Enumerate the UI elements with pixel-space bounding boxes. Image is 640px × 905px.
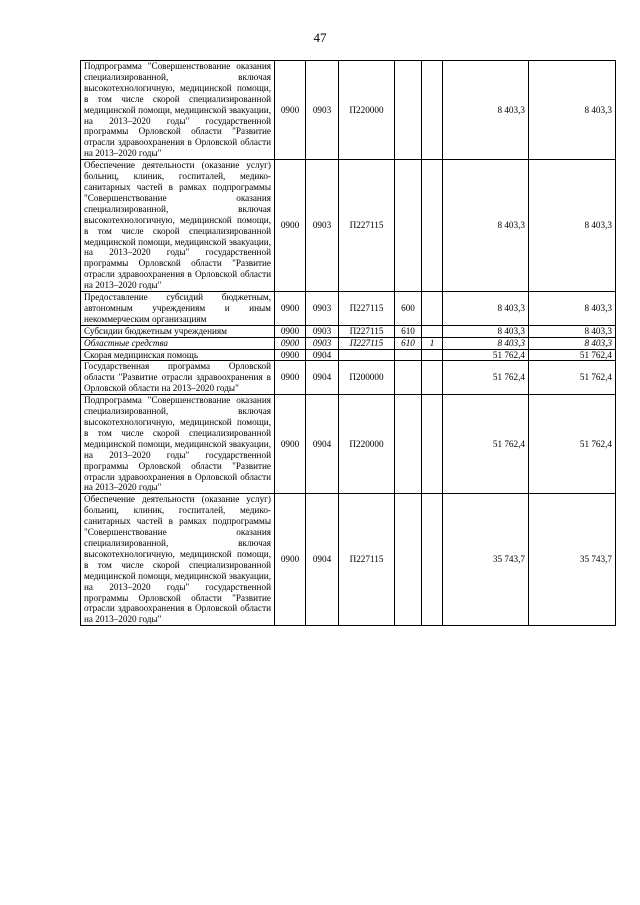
table-row [81,395,616,494]
row-name: Областные средства [81,337,275,349]
row-funding-source [422,160,443,292]
page-number: 47 [313,30,327,45]
row-target-item: П227115 [339,325,395,337]
row-amount-2: 51 762,4 [529,395,616,494]
row-expense-type: 600 [395,292,422,326]
row-amount-2: 51 762,4 [529,349,616,361]
row-funding-source [422,349,443,361]
row-amount-2: 8 403,3 [529,61,616,160]
row-amount-1: 35 743,7 [443,494,529,626]
table-row [81,494,616,626]
row-expense-type: 610 [395,325,422,337]
row-amount-1: 8 403,3 [443,337,529,349]
table-row [81,325,616,337]
row-name: Обеспечение деятельности (оказание услуг) больниц, клиник, госпиталей, медико-санитарных частей в рамках подпрограммы "Совершенствование оказания специализированной, включая высокотехнологичную, медицинской помощи, в том числе скорой специализированной медицинской помощи, медицинской эвакуации, на 2013–2020 годы" государственной программы Орловской области "Развитие отрасли здравоохранения в Орловской области на 2013–2020 годы" [81,160,275,292]
row-expense-type [395,349,422,361]
row-subsection: 0903 [306,292,339,326]
row-name: Скорая медицинская помощь [81,349,275,361]
row-funding-source [422,494,443,626]
row-subsection: 0903 [306,337,339,349]
row-section: 0900 [275,325,306,337]
row-expense-type [395,395,422,494]
table-row [81,292,616,326]
row-section: 0900 [275,337,306,349]
row-section: 0900 [275,349,306,361]
row-amount-1: 51 762,4 [443,395,529,494]
row-funding-source [422,395,443,494]
row-amount-2: 35 743,7 [529,494,616,626]
table-row [81,349,616,361]
row-section: 0900 [275,361,306,395]
row-amount-2: 51 762,4 [529,361,616,395]
row-expense-type [395,61,422,160]
row-section: 0900 [275,292,306,326]
row-funding-source [422,361,443,395]
row-amount-2: 8 403,3 [529,160,616,292]
row-target-item [339,349,395,361]
row-amount-2: 8 403,3 [529,292,616,326]
row-subsection: 0903 [306,160,339,292]
row-name: Предоставление субсидий бюджетным, автономным учреждениям и иным некоммерческим организациям [81,292,275,326]
row-amount-1: 8 403,3 [443,325,529,337]
row-funding-source [422,325,443,337]
row-name: Государственная программа Орловской области "Развитие отрасли здравоохранения в Орловской области на 2013–2020 годы" [81,361,275,395]
row-subsection: 0904 [306,361,339,395]
row-amount-1: 8 403,3 [443,292,529,326]
row-amount-1: 8 403,3 [443,160,529,292]
row-funding-source [422,292,443,326]
row-funding-source: 1 [422,337,443,349]
row-expense-type [395,361,422,395]
row-amount-1: 51 762,4 [443,349,529,361]
row-section: 0900 [275,160,306,292]
row-name: Обеспечение деятельности (оказание услуг) больниц, клиник, госпиталей, медико-санитарных частей в рамках подпрограммы "Совершенствование оказания специализированной, включая высокотехнологичную, медицинской помощи, в том числе скорой специализированной медицинской помощи, медицинской эвакуации, на 2013–2020 годы" государственной программы Орловской области "Развитие отрасли здравоохранения в Орловской области на 2013–2020 годы" [81,494,275,626]
row-expense-type [395,494,422,626]
row-expense-type [395,160,422,292]
table-row [81,160,616,292]
row-subsection: 0904 [306,494,339,626]
row-expense-type: 610 [395,337,422,349]
row-target-item: П220000 [339,395,395,494]
row-name: Подпрограмма "Совершенствование оказания специализированной, включая высокотехнологичную, медицинской помощи, в том числе скорой специализированной медицинской помощи, медицинской эвакуации, на 2013–2020 годы" государственной программы Орловской области "Развитие отрасли здравоохранения в Орловской области на 2013–2020 годы" [81,61,275,160]
row-section: 0900 [275,494,306,626]
row-amount-2: 8 403,3 [529,337,616,349]
row-name: Подпрограмма "Совершенствование оказания специализированной, включая высокотехнологичную, медицинской помощи, в том числе скорой специализированной медицинской помощи, медицинской эвакуации, на 2013–2020 годы" государственной программы Орловской области "Развитие отрасли здравоохранения в Орловской области на 2013–2020 годы" [81,395,275,494]
row-target-item: П227115 [339,292,395,326]
row-section: 0900 [275,395,306,494]
table-row [81,337,616,349]
row-subsection: 0904 [306,395,339,494]
row-subsection: 0904 [306,349,339,361]
row-amount-1: 51 762,4 [443,361,529,395]
row-target-item: П227115 [339,160,395,292]
row-amount-2: 8 403,3 [529,325,616,337]
table-row [81,361,616,395]
row-target-item: П227115 [339,494,395,626]
row-funding-source [422,61,443,160]
budget-table [80,60,616,626]
row-section: 0900 [275,61,306,160]
row-subsection: 0903 [306,325,339,337]
row-target-item: П200000 [339,361,395,395]
row-name: Субсидии бюджетным учреждениям [81,325,275,337]
row-amount-1: 8 403,3 [443,61,529,160]
table-row [81,61,616,160]
row-subsection: 0903 [306,61,339,160]
row-target-item: П220000 [339,61,395,160]
row-target-item: П227115 [339,337,395,349]
